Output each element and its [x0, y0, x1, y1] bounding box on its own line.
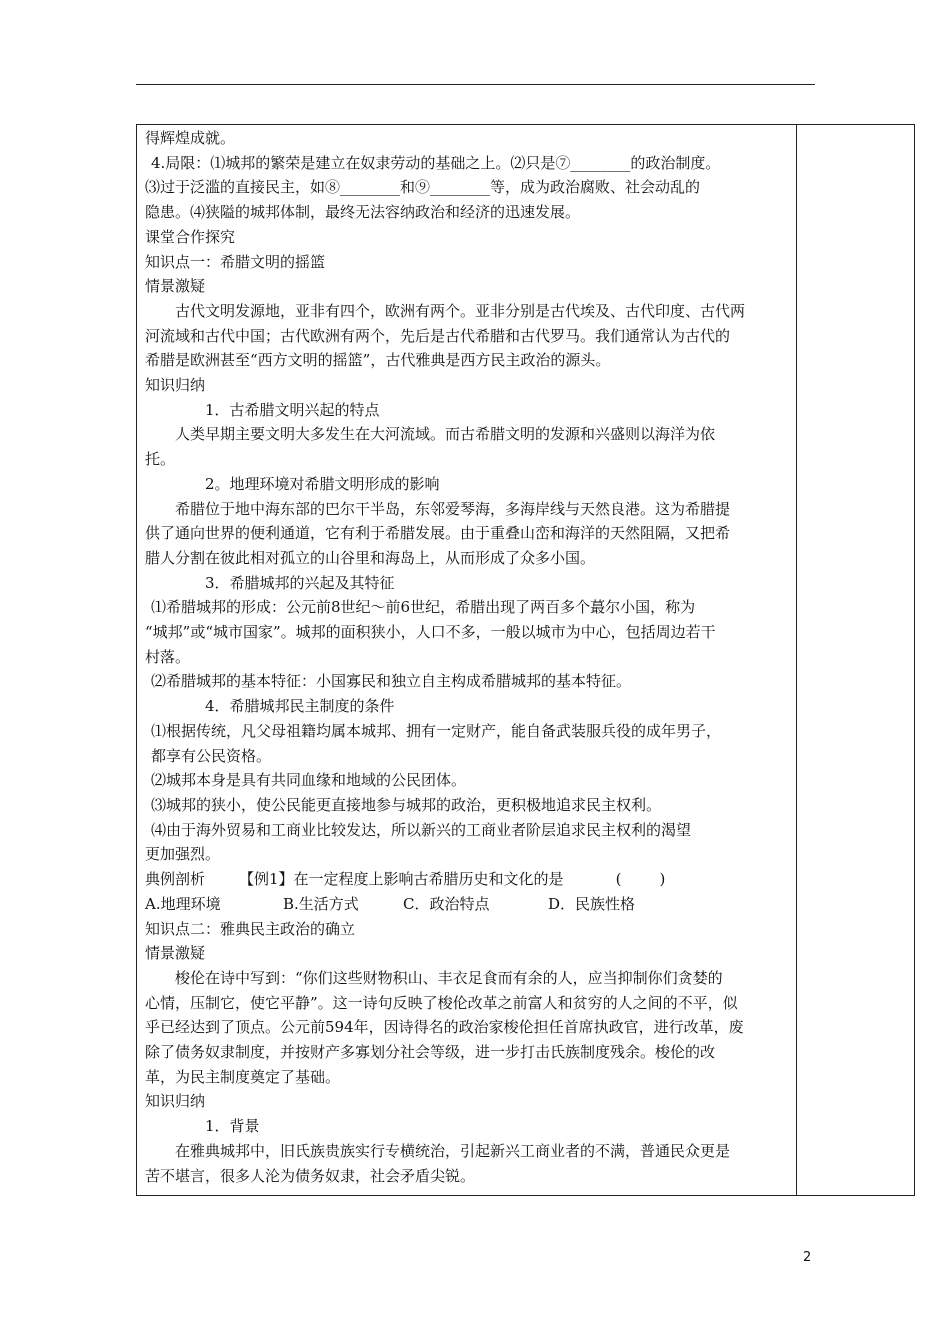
text-line: 知识点二：雅典民主政治的确立 [145, 919, 356, 938]
text-line: 隐患。⑷狭隘的城邦体制，最终无法容纳政治和经济的迅速发展。 [145, 203, 581, 222]
text-line: 苦不堪言，很多人沦为债务奴隶，社会矛盾尖锐。 [145, 1166, 476, 1185]
text-line: 古代文明发源地，亚非有四个，欧洲有两个。亚非分别是古代埃及、古代印度、古代两 [175, 301, 746, 320]
main-content-cell [145, 126, 793, 1188]
text-line: 2。地理环境对希腊文明形成的影响 [205, 474, 440, 493]
page-number: 2 [803, 1250, 812, 1265]
header-rule [136, 84, 815, 85]
text-line: 都享有公民资格。 [151, 746, 272, 765]
text-line: 知识归纳 [145, 1092, 206, 1111]
text-line: 知识归纳 [145, 376, 206, 395]
text-line: 希腊是欧洲甚至“西方文明的摇篮”，古代雅典是西方民主政治的源头。 [145, 351, 611, 370]
text-line: 心情，压制它，使它平静”。这一诗句反映了梭伦改革之前富人和贫穷的人之间的不平，似 [145, 993, 738, 1012]
text-line: 人类早期主要文明大多发生在大河流域。而古希腊文明的发源和兴盛则以海洋为依 [175, 425, 716, 444]
text-line: 希腊位于地中海东部的巴尔干半岛，东邻爱琴海，多海岸线与天然良港。这为希腊提 [175, 499, 731, 518]
example-label: 典例剖析 [145, 870, 206, 889]
option-a: A.地理环境 [145, 894, 221, 913]
text-line: 除了债务奴隶制度，并按财产多寡划分社会等级，进一步打击氏族制度残余。梭伦的改 [145, 1043, 716, 1062]
text-line: ⑷由于海外贸易和工商业比较发达，所以新兴的工商业者阶层追求民主权利的渴望 [151, 820, 692, 839]
example-line [145, 867, 793, 892]
text-line: 得辉煌成就。 [145, 129, 236, 147]
option-b: B.生活方式 [283, 894, 359, 913]
text-line: ⑴希腊城邦的形成：公元前8世纪～前6世纪，希腊出现了两百多个蕞尔小国，称为 [151, 598, 696, 617]
text-line: ⑵城邦本身是具有共同血缘和地域的公民团体。 [151, 771, 467, 790]
text-line: ⑶城邦的狭小，使公民能更直接地参与城邦的政治，更积极地追求民主权利。 [151, 795, 662, 814]
answer-bracket: ( ) [615, 870, 666, 889]
text-line: ⑵希腊城邦的基本特征：小国寡民和独立自主构成希腊城邦的基本特征。 [151, 672, 632, 691]
text-line: 1．古希腊文明兴起的特点 [205, 400, 380, 419]
text-line: 3．希腊城邦的兴起及其特征 [205, 573, 395, 592]
text-line: 1．背景 [205, 1117, 260, 1136]
notes-column-divider [796, 124, 797, 1196]
option-c: C．政治特点 [403, 894, 490, 913]
text-line: 知识点一：希腊文明的摇篮 [145, 252, 326, 271]
example-options [145, 892, 793, 917]
text-line: 托。 [145, 450, 176, 469]
text-line: 4．希腊城邦民主制度的条件 [205, 697, 395, 716]
text-line: 情景激疑 [145, 277, 206, 296]
text-line: ⑶过于泛滥的直接民主，如⑧________和⑨________等，成为政治腐败、社会动乱的 [145, 178, 701, 197]
text-line: 供了通向世界的便利通道，它有利于希腊发展。由于重叠山峦和海洋的天然阻隔，又把希 [145, 524, 731, 543]
option-d: D．民族性格 [548, 894, 636, 913]
text-line: 村落。 [145, 647, 191, 666]
text-line: 在雅典城邦中，旧氏族贵族实行专横统治，引起新兴工商业者的不满，普通民众更是 [175, 1141, 731, 1160]
text-block-2 [145, 917, 793, 1189]
text-line: 河流域和古代中国；古代欧洲有两个，先后是古代希腊和古代罗马。我们通常认为古代的 [145, 326, 731, 345]
text-line: ⑴根据传统，凡父母祖籍均属本城邦、拥有一定财产，能自备武装服兵役的成年男子， [151, 721, 722, 740]
text-line: 情景激疑 [145, 944, 206, 963]
text-line: 梭伦在诗中写到：“你们这些财物积山、丰衣足食而有余的人，应当抑制你们贪婪的 [175, 968, 723, 987]
text-block-1 [145, 126, 793, 867]
text-line: 腊人分割在彼此相对孤立的山谷里和海岛上，从而形成了众多小国。 [145, 548, 596, 567]
text-line: 4.局限：⑴城邦的繁荣是建立在奴隶劳动的基础之上。⑵只是⑦________的政治制度。 [151, 153, 721, 172]
text-line: 更加强烈。 [145, 845, 221, 864]
example-question: 【例1】在一定程度上影响古希腊历史和文化的是 [239, 870, 564, 889]
text-line: “城邦”或“城市国家”。城邦的面积狭小，人口不多，一般以城市为中心，包括周边若干 [145, 623, 716, 642]
text-line: 乎已经达到了顶点。公元前594年，因诗得名的政治家梭伦担任首席执政官，进行改革，废 [145, 1018, 744, 1037]
text-line: 课堂合作探究 [145, 227, 236, 246]
text-line: 革，为民主制度奠定了基础。 [145, 1067, 341, 1086]
